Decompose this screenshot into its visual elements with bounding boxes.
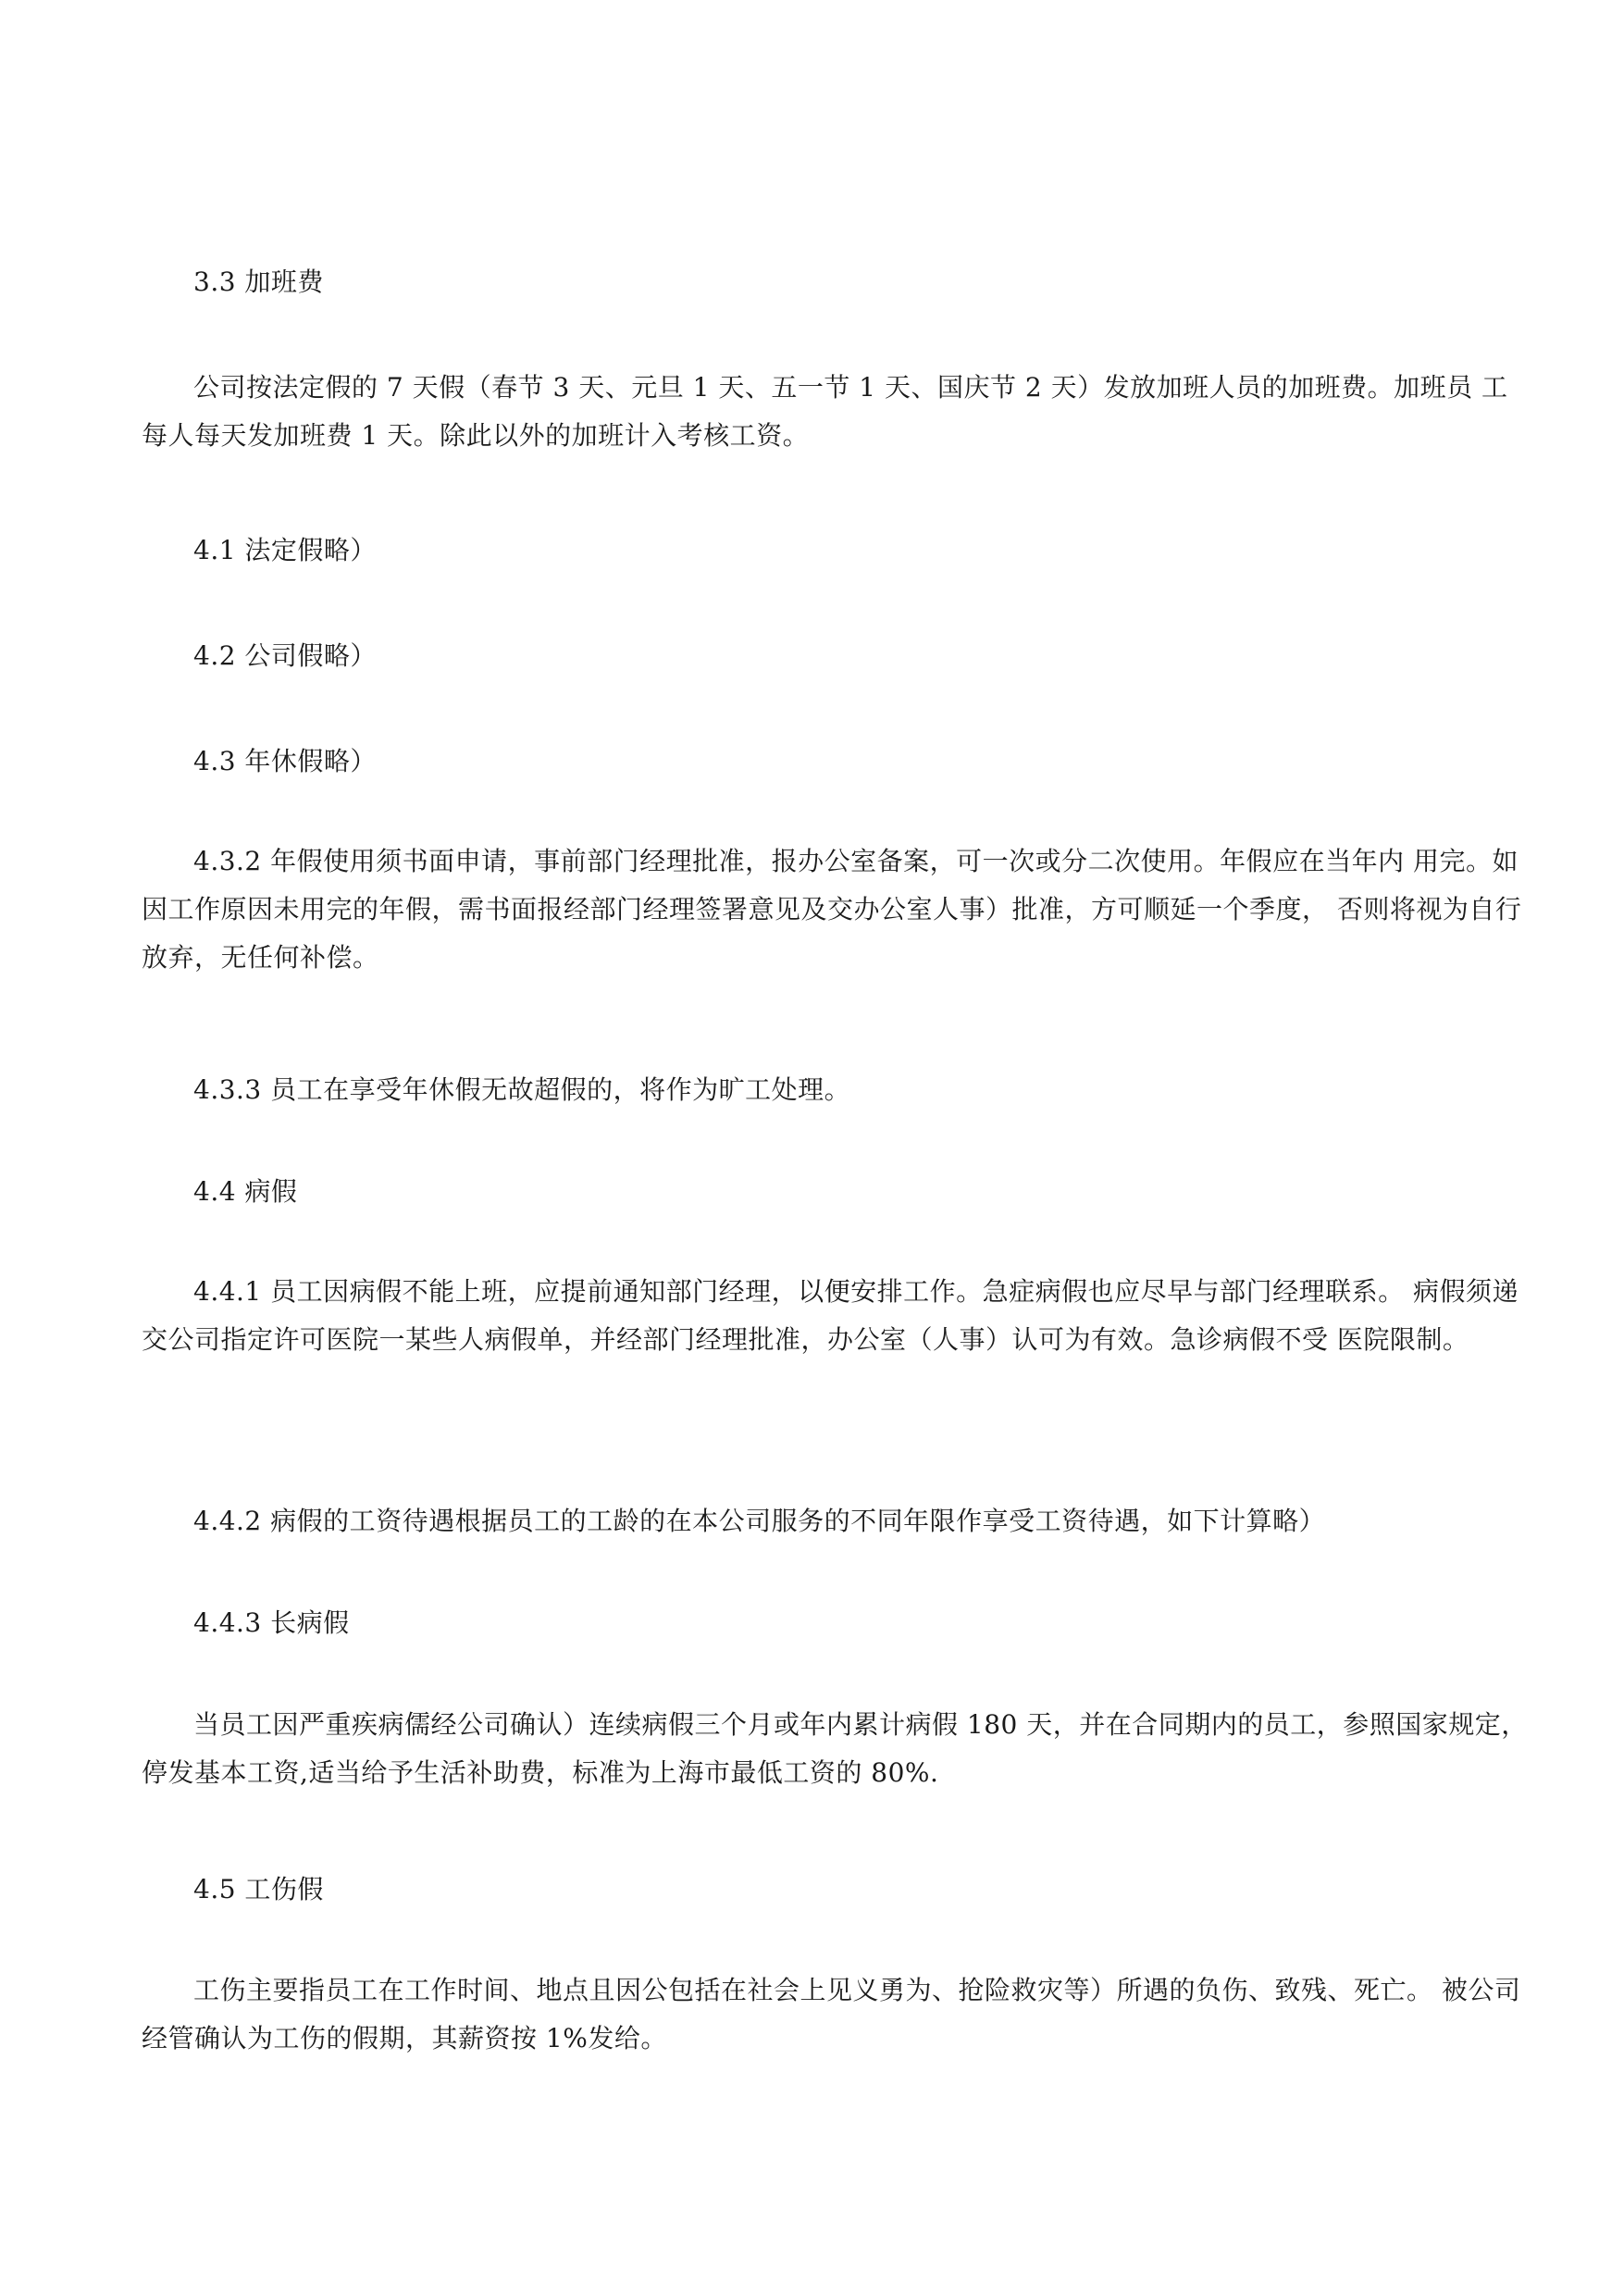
- paragraph-4-4-1: 4.4.1 员工因病假不能上班，应提前通知部门经理，以便安排工作。急症病假也应尽早与部门经理联系。 病假须递交公司指定许可医院一某些人病假单，并经部门经理批准，办公室（人事）认可为有效。急诊病假不受 医院限制。: [142, 1276, 1519, 1355]
- section-heading-3-3: 3.3 加班费: [193, 267, 324, 297]
- section-heading-4-4-3: 4.4.3 长病假: [193, 1607, 350, 1638]
- section-heading-4-5: 4.5 工伤假: [193, 1874, 324, 1904]
- paragraph-4-3-2: 4.3.2 年假使用须书面申请，事前部门经理批准，报办公室备案，可一次或分二次使用。年假应在当年内 用完。如因工作原因未用完的年假，需书面报经部门经理签署意见及交办公室人事）批准，方可顺延一个季度， 否则将视为自行放弃，无任何补偿。: [142, 846, 1522, 973]
- paragraph-4-3-3: 4.3.3 员工在享受年休假无故超假的，将作为旷工处理。: [193, 1074, 851, 1105]
- paragraph-work-injury: 工伤主要指员工在工作时间、地点且因公包括在社会上见义勇为、抢险救灾等）所遇的负伤、致残、死亡。 被公司经管确认为工伤的假期，其薪资按 1%发给。: [142, 1975, 1521, 2053]
- paragraph-4-4-2: 4.4.2 病假的工资待遇根据员工的工龄的在本公司服务的不同年限作享受工资待遇，如下计算略）: [193, 1506, 1326, 1536]
- paragraph-overtime-pay: 公司按法定假的 7 天假（春节 3 天、元旦 1 天、五一节 1 天、国庆节 2 天）发放加班人员的加班费。加班员 工每人每天发加班费 1 天。除此以外的加班计入考核工资。: [142, 372, 1508, 451]
- section-heading-4-3: 4.3 年休假略）: [193, 746, 377, 776]
- section-heading-4-4: 4.4 病假: [193, 1176, 298, 1207]
- section-heading-4-2: 4.2 公司假略）: [193, 640, 377, 671]
- section-heading-4-1: 4.1 法定假略）: [193, 535, 377, 565]
- paragraph-long-sick-leave: 当员工因严重疾病儒经公司确认）连续病假三个月或年内累计病假 180 天，并在合同期内的员工，参照国家规定，停发基本工资,适当给予生活补助费，标准为上海市最低工资的 80%.: [142, 1709, 1528, 1788]
